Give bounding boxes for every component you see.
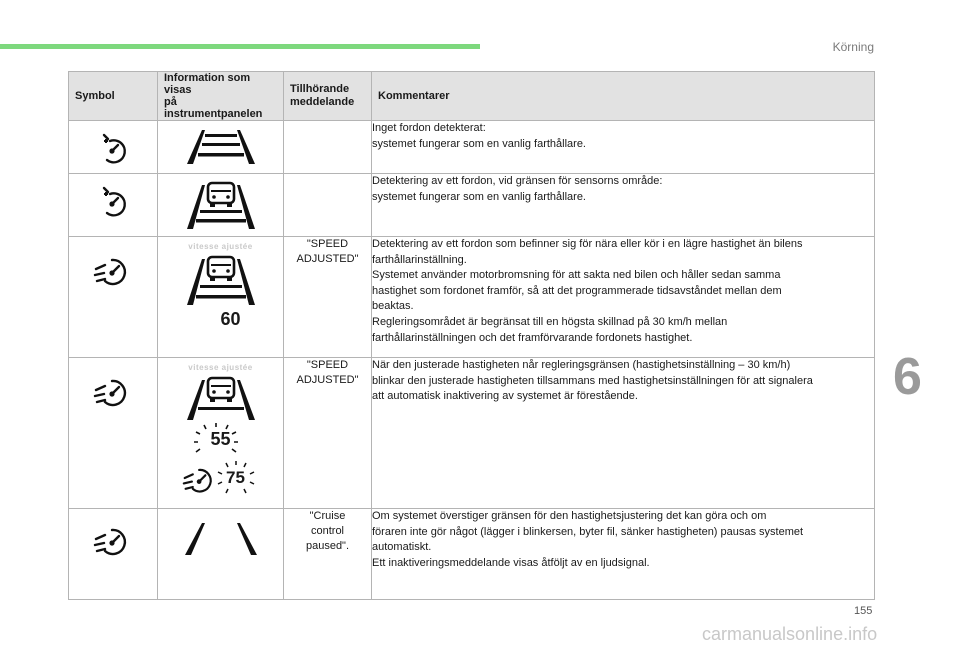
header-accent-bar [0, 44, 480, 49]
symbol-cell [69, 358, 158, 509]
table-row [69, 237, 875, 358]
cruise-control-icon [93, 180, 133, 220]
adjusted-speed-value: 60 [220, 309, 241, 329]
cruise-control-active-icon [91, 249, 135, 289]
comment-line: farthållarinställning. [372, 253, 467, 266]
chapter-title: Körning [832, 40, 874, 54]
comment-cell [372, 509, 875, 600]
comment-cell [372, 358, 875, 509]
comment-line: beaktas. [372, 300, 414, 313]
message-line: "Cruise [309, 510, 346, 522]
comment-line: Detektering av ett fordon, vid gränsen för sensorns område: [372, 175, 663, 187]
comment-line: att automatisk inaktivering av systemet är förestående. [372, 390, 638, 403]
comment-line: blinkar den justerade hastigheten tillsammans med hastighetsinställningen för att signalera [372, 374, 813, 387]
cruise-control-table [68, 71, 875, 600]
comment-line: systemet fungerar som en vanlig farthållare. [372, 137, 586, 150]
message-line: paused". [305, 540, 350, 552]
message-cell [284, 509, 372, 600]
lane-edges-icon [171, 519, 271, 559]
speed-setting-indicator [158, 458, 283, 498]
header-message-line: Tillhörande [290, 83, 350, 95]
info-cell [158, 237, 284, 358]
cruise-control-active-icon [91, 519, 135, 559]
table-row [69, 174, 875, 237]
table-row [69, 509, 875, 600]
cruise-control-active-icon [91, 370, 135, 410]
header-message [284, 72, 372, 121]
speed-adjusted-caption: vitesse ajustée [188, 242, 253, 251]
message-cell [284, 358, 372, 509]
comment-line: föraren inte gör något (lägger i blinkersen, byter fil, sänker hastigheten) pausas systemet [372, 525, 804, 538]
comment-line: Inget fordon detekterat: [372, 122, 486, 134]
cruise-control-icon [93, 127, 133, 167]
table-row [69, 121, 875, 174]
comment-line: Detektering av ett fordon som befinner sig för nära eller kör i en lägre hastighet än bilens [372, 238, 803, 250]
comment-line: hastighet som fordonet framför, så att det programmerade tidsavståndet mellan dem [372, 284, 782, 297]
info-cell [158, 509, 284, 600]
symbol-cell [69, 509, 158, 600]
comment-line: farthållarinställningen och det framförvarande fordonets hastighet. [372, 331, 693, 344]
speed-adjusted-caption: vitesse ajustée [188, 363, 253, 372]
message-line: ADJUSTED" [296, 253, 359, 265]
message-cell [284, 174, 372, 237]
header-symbol: Symbol [69, 72, 158, 121]
message-line: ADJUSTED" [296, 374, 359, 386]
comment-line: automatiskt. [372, 541, 432, 554]
vehicle-ahead-icon [171, 372, 271, 422]
message-line: control [310, 525, 345, 537]
header-info [158, 72, 284, 121]
info-cell [158, 174, 284, 237]
info-cell [158, 121, 284, 174]
comment-line: Systemet använder motorbromsning för att sakta ned bilen och håller sedan samma [372, 269, 781, 282]
comment-cell [372, 121, 875, 174]
message-line: "SPEED [306, 238, 349, 250]
header-info-line: på instrumentpanelen [164, 96, 263, 120]
header-comments: Kommentarer [372, 72, 875, 121]
watermark: carmanualsonline.info [702, 624, 878, 644]
comment-cell [372, 174, 875, 237]
symbol-cell [69, 237, 158, 358]
vehicle-ahead-icon [171, 177, 271, 233]
symbol-cell [69, 121, 158, 174]
symbol-cell [69, 174, 158, 237]
header-info-line: Information som visas [164, 72, 251, 96]
page-number: 155 [854, 605, 873, 617]
message-line: "SPEED [306, 359, 349, 371]
adjusted-speed-value: 55 [210, 429, 231, 449]
comment-line: Om systemet överstiger gränsen för den hastighetsjustering det kan göra och om [372, 510, 767, 522]
header-message-line: meddelande [290, 96, 355, 108]
flashing-speed-indicator [158, 422, 283, 456]
vehicle-ahead-icon [171, 251, 271, 311]
table-row [69, 358, 875, 509]
comment-line: Ett inaktiveringsmeddelande visas åtföljt av en ljudsignal. [372, 556, 650, 569]
comment-line: Regleringsområdet är begränsat till en högsta skillnad på 30 km/h mellan [372, 315, 728, 328]
set-speed-value: 75 [226, 468, 245, 487]
road-lanes-icon [171, 126, 271, 168]
comment-line: systemet fungerar som en vanlig farthållare. [372, 190, 586, 203]
comment-cell [372, 237, 875, 358]
info-cell [158, 358, 284, 509]
table-header-row [69, 72, 875, 121]
message-cell [284, 121, 372, 174]
message-cell [284, 237, 372, 358]
chapter-number: 6 [893, 348, 922, 406]
comment-line: När den justerade hastigheten når regleringsgränsen (hastighetsinställning – 30 km/h) [372, 359, 791, 371]
